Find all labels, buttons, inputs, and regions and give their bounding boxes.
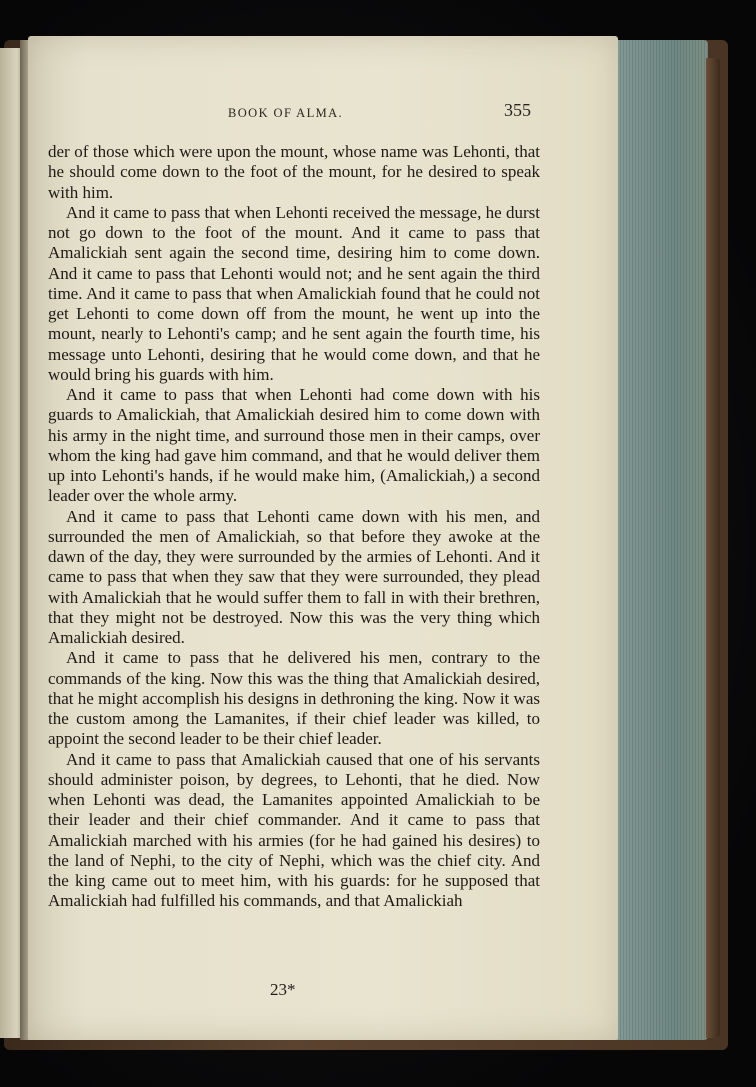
body-text xyxy=(48,142,540,912)
running-head: BOOK OF ALMA. xyxy=(228,106,344,120)
paragraph: And it came to pass that Amalickiah caused that one of his servants should administer poison, by degrees, to Lehonti, that he died. Now when Lehonti was dead, the Lamanites appointed Amalickiah to be their leader and their chief commander. And it came to pass that Amalickiah marched with his armies (for he had gained his desires) to the land of Nephi, to the city of Nephi, which was the chief city. And the king came out to meet him, with his guards: for he supposed that Amalickiah had fulfilled his commands, and that Amalickiah xyxy=(48,749,540,911)
signature-mark: 23* xyxy=(270,980,296,999)
paragraph: And it came to pass that Lehonti came down with his men, and surrounded the men of Amalickiah, so that before they awoke at the dawn of the day, they were surrounded by the armies of Lehonti. And it came to pass that when they saw that they were surrounded, they plead with Amalickiah that he would suffer them to fall in with their brethren, that they might not be destroyed. Now this was the very thing which Amalickiah desired. xyxy=(48,506,540,647)
paragraph: And it came to pass that when Lehonti received the message, he durst not go down to the foot of the mount. And it came to pass that Amalickiah sent again the second time, desiring him to come down. And it came to pass that Lehonti would not; and he sent again the third time. And it came to pass that when Amalickiah found that he could not get Lehonti to come down off from the mount, he went up into the mount, nearly to Lehonti's camp; and he sent again the fourth time, his message unto Lehonti, desiring that he would come down, and that he would bring his guards with him. xyxy=(48,202,540,384)
paragraph: And it came to pass that when Lehonti had come down with his guards to Amalickiah, that Amalickiah desired him to come down with his army in the night time, and surround those men in their camps, over whom the king had gave him command, and that he would deliver them up into Lehonti's hands, if he would make him, (Amalickiah,) a second leader over the whole army. xyxy=(48,385,540,506)
cover-board-edge xyxy=(706,58,720,1038)
paragraph: And it came to pass that he delivered his men, contrary to the commands of the king. Now this was the thing that Amalickiah desired, that he might accomplish his designs in dethroning the king. Now it was the custom among the Lamanites, if their chief leader was killed, to appoint the second leader to be their chief leader. xyxy=(48,648,540,749)
paragraph: der of those which were upon the mount, whose name was Lehonti, that he should come down to the foot of the mount, for he desired to speak with him. xyxy=(48,142,540,202)
page-number: 355 xyxy=(504,100,531,120)
